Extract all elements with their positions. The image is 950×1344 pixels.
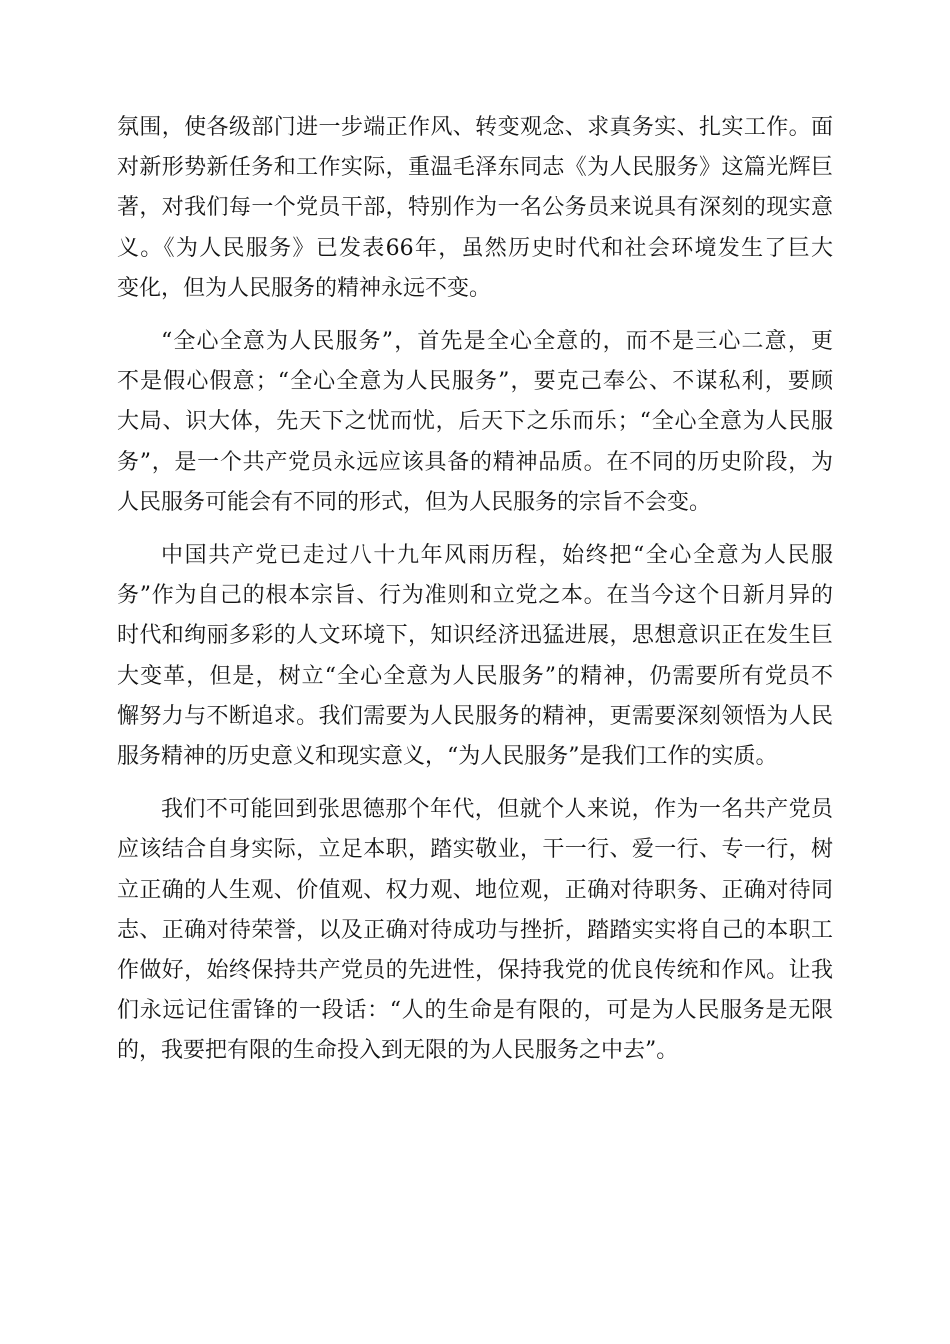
text-line: 我们不可能回到张思德那个年代，但就个人来说，作为一名共产党员 xyxy=(161,797,833,823)
text-line: 立正确的人生观、价值观、权力观、地位观，正确对待职务、正确对待同 xyxy=(117,877,833,903)
text-line: 懈努力与不断追求。我们需要为人民服务的精神，更需要深刻领悟为人民 xyxy=(117,703,833,729)
text-line: 著，对我们每一个党员干部，特别作为一名公务员来说具有深刻的现实意 xyxy=(117,195,833,221)
paragraph-2 xyxy=(117,322,833,523)
document-body xyxy=(117,108,833,1085)
text-line: 务”，是一个共产党员永远应该具备的精神品质。在不同的历史阶段，为 xyxy=(117,449,833,475)
text-line: 务”作为自己的根本宗旨、行为准则和立党之本。在当今这个日新月异的 xyxy=(117,583,833,609)
text-line: 人民服务可能会有不同的形式，但为人民服务的宗旨不会变。 xyxy=(117,489,712,515)
text-line: “全心全意为人民服务”，首先是全心全意的，而不是三心二意，更 xyxy=(161,329,833,355)
paragraph-4 xyxy=(117,790,833,1071)
text-line: 志、正确对待荣誉，以及正确对待成功与挫折，踏踏实实将自己的本职工 xyxy=(117,917,833,943)
text-line: 应该结合自身实际，立足本职，踏实敬业，干一行、爱一行、专一行，树 xyxy=(117,837,833,863)
text-line: 大变革，但是，树立“全心全意为人民服务”的精神，仍需要所有党员不 xyxy=(117,663,833,689)
text-line: 中国共产党已走过八十九年风雨历程，始终把“全心全意为人民服 xyxy=(161,543,833,569)
text-line: 氛围，使各级部门进一步端正作风、转变观念、求真务实、扎实工作。面 xyxy=(117,115,833,140)
text-line: 不是假心假意；“全心全意为人民服务”，要克己奉公、不谋私利，要顾 xyxy=(117,369,833,395)
text-line: 时代和绚丽多彩的人文环境下，知识经济迅猛进展，思想意识正在发生巨 xyxy=(117,623,833,649)
text-line: 义。《为人民服务》已发表66年，虽然历史时代和社会环境发生了巨大 xyxy=(117,235,833,261)
text-line: 大局、识大体，先天下之忧而忧，后天下之乐而乐；“全心全意为人民服 xyxy=(117,409,833,435)
text-line: 服务精神的历史意义和现实意义，“为人民服务”是我们工作的实质。 xyxy=(117,744,778,770)
text-line: 们永远记住雷锋的一段话：“人的生命是有限的，可是为人民服务是无限 xyxy=(117,998,833,1024)
text-line: 的，我要把有限的生命投入到无限的为人民服务之中去”。 xyxy=(117,1038,679,1064)
text-line: 对新形势新任务和工作实际，重温毛泽东同志《为人民服务》这篇光辉巨 xyxy=(117,155,833,181)
paragraph-1 xyxy=(117,108,833,309)
text-line: 作做好，始终保持共产党员的先进性，保持我党的优良传统和作风。让我 xyxy=(117,958,833,984)
text-line: 变化，但为人民服务的精神永远不变。 xyxy=(117,275,492,301)
paragraph-3 xyxy=(117,536,833,777)
